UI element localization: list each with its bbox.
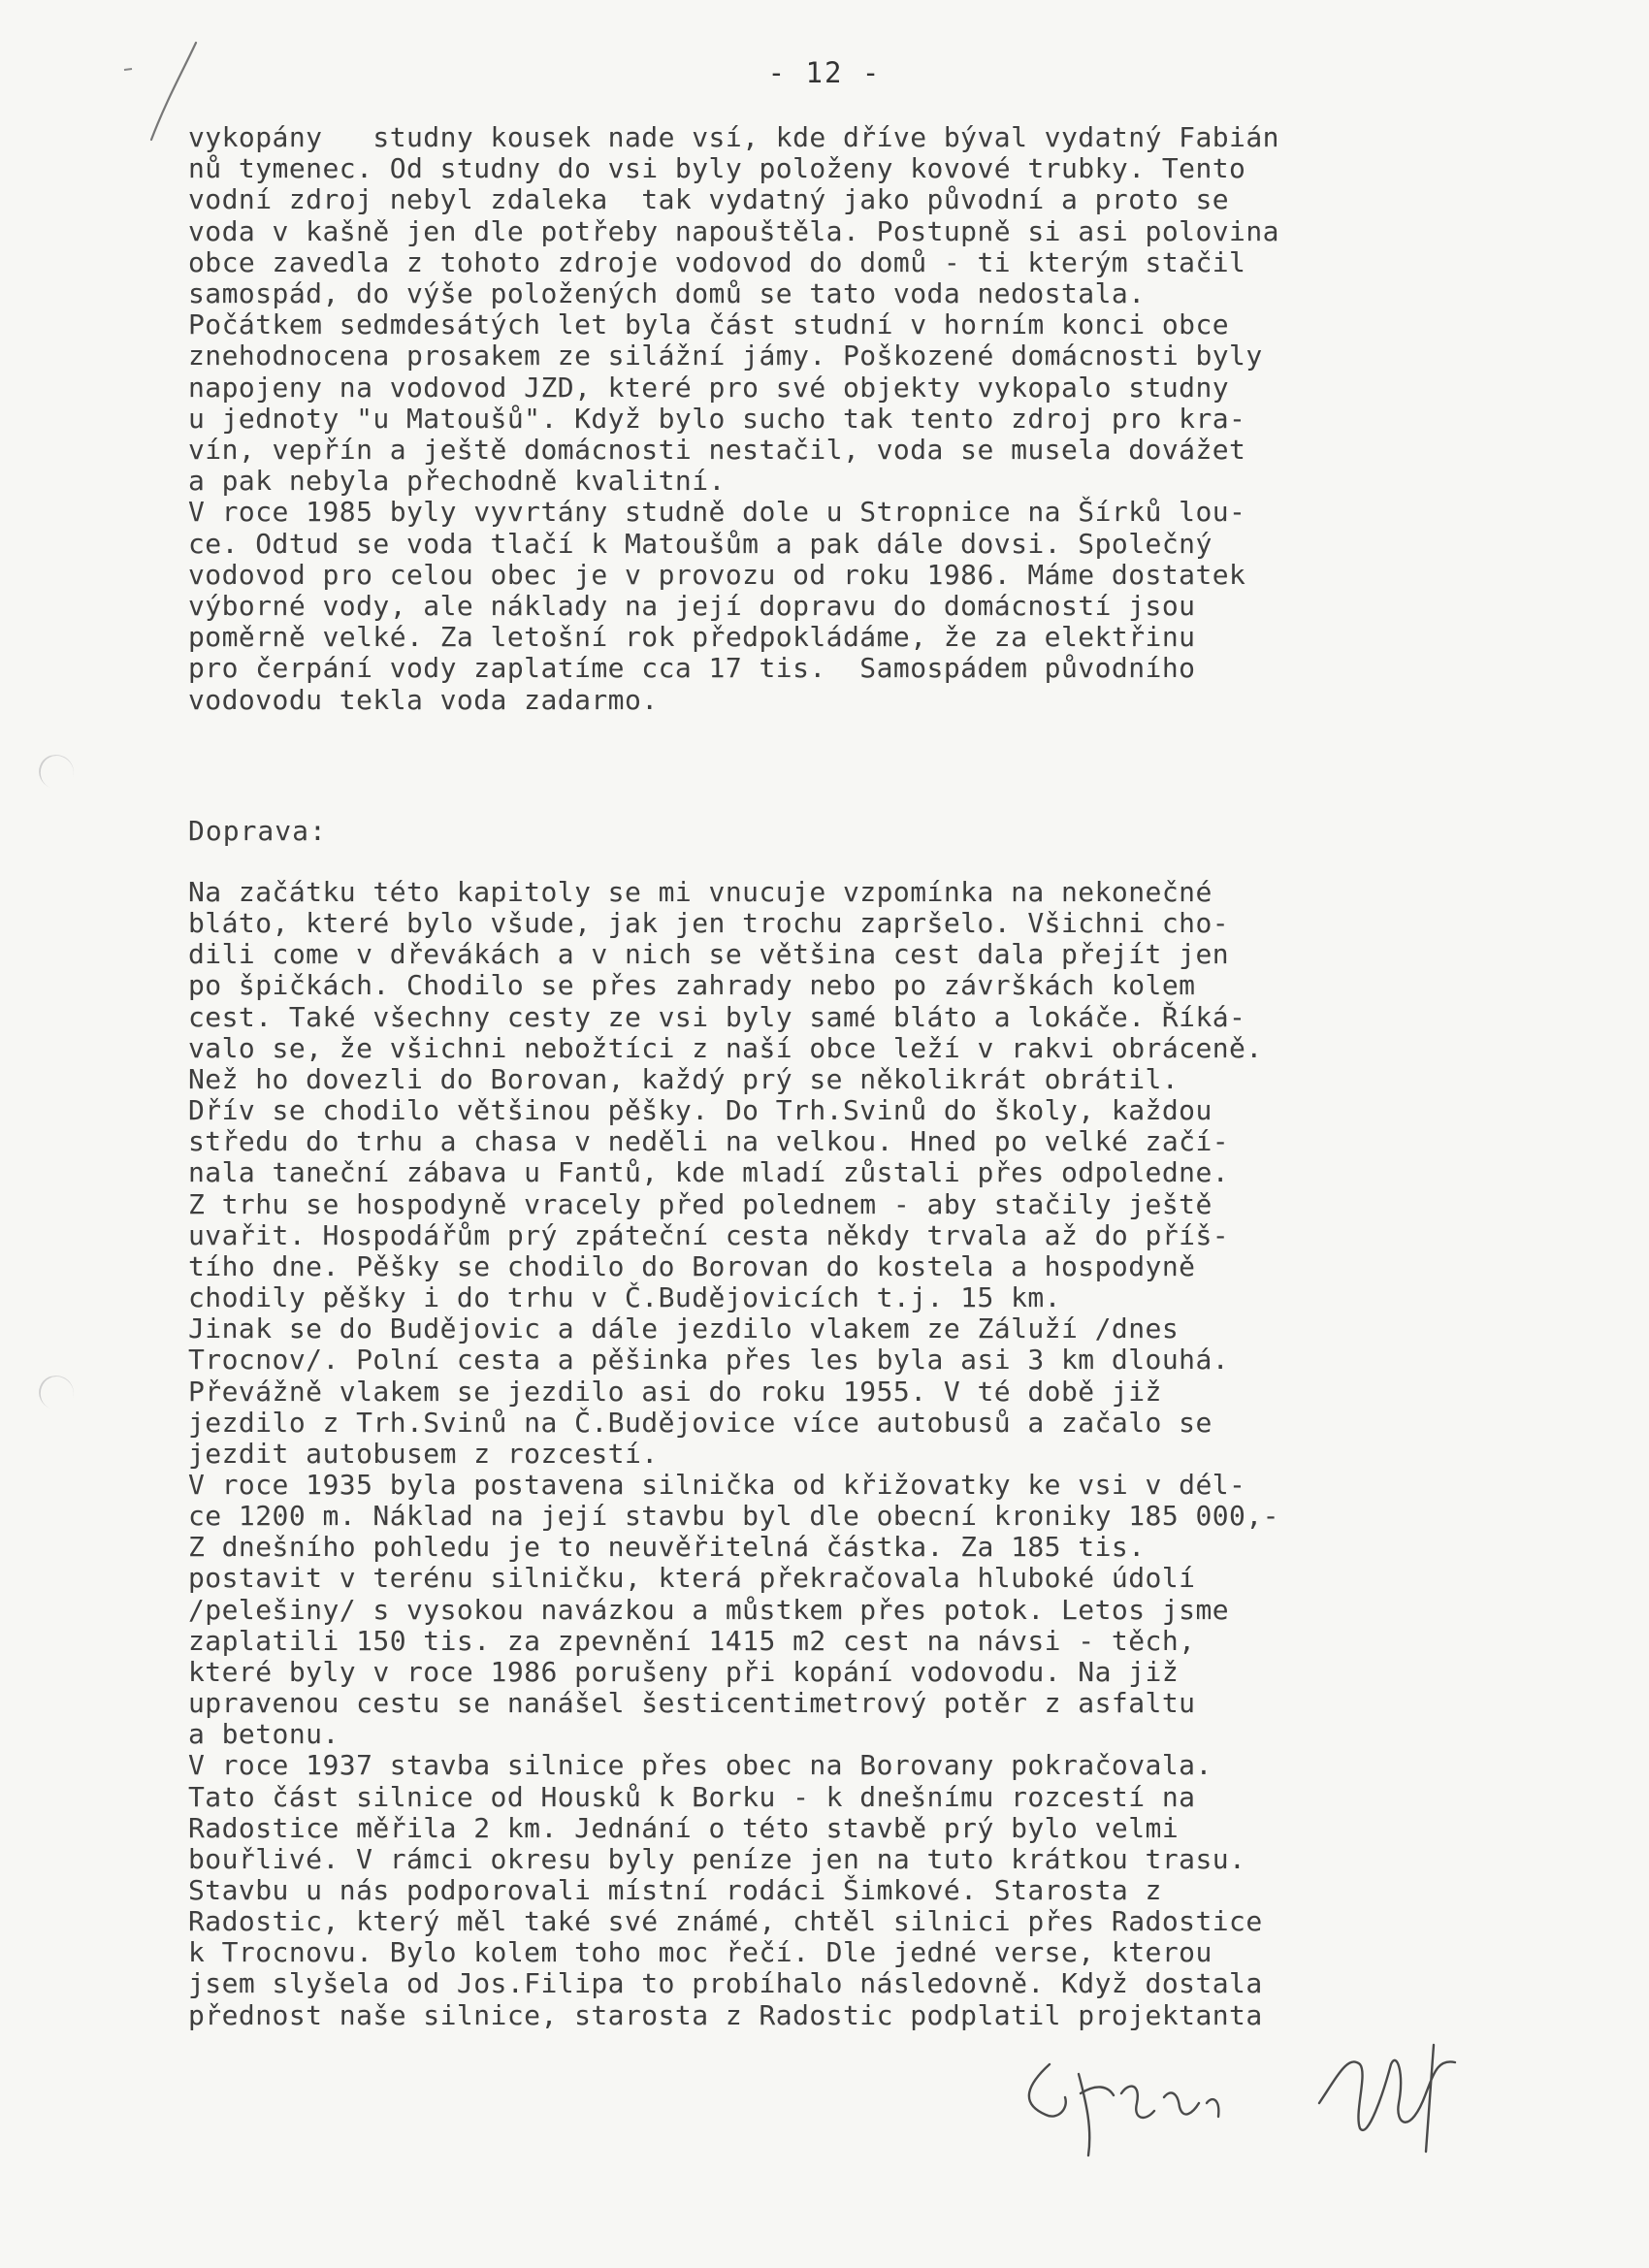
text-line: nů tymenec. Od studny do vsi byly položeny kovové trubky. Tento (188, 152, 1246, 185)
text-line: a pak nebyla přechodně kvalitní. (188, 465, 726, 498)
text-line: tího dne. Pěšky se chodilo do Borovan do kostela a hospodyně (188, 1249, 1196, 1282)
text-line: Stavbu u nás podporovali místní rodáci Šimkové. Starosta z (188, 1874, 1162, 1906)
text-line: Než ho dovezli do Borovan, každý prý se několikrát obrátil. (188, 1062, 1180, 1095)
text-line: samospád, do výše položených domů se tato voda nedostala. (188, 277, 1146, 310)
section-heading-doprava: Doprava: (188, 815, 327, 847)
text-line: jezdilo z Trh.Svinů na Č.Budějovice více autobusů a začalo se (188, 1406, 1212, 1439)
text-line: Počátkem sedmdesátých let byla část studní v horním konci obce (188, 308, 1230, 341)
water-supply-text (188, 122, 1449, 716)
punch-hole-mark (34, 750, 79, 794)
text-line: V roce 1937 stavba silnice přes obec na Borovany pokračovala. (188, 1749, 1212, 1782)
text-line: V roce 1935 byla postavena silnička od křižovatky ke vsi v dél- (188, 1468, 1246, 1501)
text-line: u jednoty "u Matoušů". Když bylo sucho tak tento zdroj pro kra- (188, 402, 1246, 435)
text-line: vykopány studny kousek nade vsí, kde dříve býval vydatný Fabián (188, 121, 1279, 153)
text-line: vodní zdroj nebyl zdaleka tak vydatný jako původní a proto se (188, 183, 1230, 216)
text-line: dili come v dřevákách a v nich se většina cest dala přejít jen (188, 938, 1230, 971)
text-line: nala taneční zábava u Fantů, kde mladí zůstali přes odpoledne. (188, 1156, 1230, 1189)
text-line: Z dnešního pohledu je to neuvěřitelná částka. Za 185 tis. (188, 1531, 1146, 1564)
text-line: valo se, že všichni nebožtíci z naší obce leží v rakvi obráceně. (188, 1031, 1263, 1064)
text-line: V roce 1985 byly vyvrtány studně dole u Stropnice na Šírků lou- (188, 496, 1246, 529)
transport-text (188, 877, 1449, 2031)
text-line: Tato část silnice od Housků k Borku - k dnešnímu rozcestí na (188, 1780, 1196, 1813)
text-line: k Trocnovu. Bylo kolem toho moc řečí. Dle jedné verse, kterou (188, 1936, 1212, 1969)
text-line: postavit v terénu silničku, která překračovala hluboké údolí (188, 1562, 1196, 1595)
text-line: uvařit. Hospodářům prý zpáteční cesta někdy trvala až do příš- (188, 1218, 1230, 1251)
text-line: Dřív se chodilo většinou pěšky. Do Trh.Svinů do školy, každou (188, 1094, 1212, 1127)
page-number: - 12 - (767, 56, 882, 89)
text-line: zaplatili 150 tis. za zpevnění 1415 m2 cest na návsi - těch, (188, 1624, 1196, 1657)
text-line: upravenou cestu se nanášel šesticentimetrový potěr z asfaltu (188, 1687, 1196, 1720)
text-line: obce zavedla z tohoto zdroje vodovod do domů - ti kterým stačil (188, 245, 1246, 278)
text-line: výborné vody, ale náklady na její dopravu do domácností jsou (188, 590, 1196, 623)
text-line: a betonu. (188, 1718, 340, 1751)
text-line: vodovod pro celou obec je v provozu od roku 1986. Máme dostatek (188, 558, 1246, 591)
text-line: Jinak se do Budějovic a dále jezdilo vlakem ze Záluží /dnes (188, 1312, 1180, 1345)
text-line: ce. Odtud se voda tlačí k Matoušům a pak dále dovsi. Společný (188, 527, 1212, 560)
text-line: přednost naše silnice, starosta z Radostic podplatil projektanta (188, 1998, 1263, 2031)
text-line: Radostic, který měl také své známé, chtěl silnici přes Radostice (188, 1905, 1263, 1938)
text-line: středu do trhu a chasa v neděli na velkou. Hned po velké začí- (188, 1125, 1230, 1158)
text-line: chodily pěšky i do trhu v Č.Budějovicích t.j. 15 km. (188, 1281, 1061, 1314)
text-line: Převážně vlakem se jezdilo asi do roku 1955. V té době již (188, 1375, 1162, 1408)
text-line: vodovodu tekla voda zadarmo. (188, 683, 659, 716)
text-line: poměrně velké. Za letošní rok předpokládáme, že za elektřinu (188, 621, 1196, 654)
text-line: napojeny na vodovod JZD, které pro své objekty vykopalo studny (188, 371, 1230, 404)
text-line: /pelešiny/ s vysokou navázkou a můstkem přes potok. Letos jsme (188, 1593, 1230, 1626)
text-line: které byly v roce 1986 porušeny při kopání vodovodu. Na již (188, 1655, 1180, 1688)
text-line: bláto, které bylo všude, jak jen trochu zapršelo. Všichni cho- (188, 907, 1230, 940)
text-line: cest. Také všechny cesty ze vsi byly samé bláto a lokáče. Říká- (188, 1000, 1246, 1033)
text-line: bouřlivé. V rámci okresu byly peníze jen na tuto krátkou trasu. (188, 1842, 1246, 1875)
text-line: Radostice měřila 2 km. Jednání o této stavbě prý bylo velmi (188, 1811, 1180, 1844)
punch-hole-mark (34, 1371, 79, 1414)
text-line: jezdit autobusem z rozcestí. (188, 1437, 659, 1470)
text-line: Z trhu se hospodyně vracely před polednem - aby stačily ještě (188, 1187, 1212, 1220)
text-line: po špičkách. Chodilo se přes zahrady nebo po závrškách kolem (188, 969, 1196, 1002)
text-line: vín, vepřín a ještě domácnosti nestačil, voda se musela dovážet (188, 434, 1246, 467)
text-line: ce 1200 m. Náklad na její stavbu byl dle obecní kroniky 185 000,- (188, 1500, 1279, 1533)
text-line: Na začátku této kapitoly se mi vnucuje vzpomínka na nekonečné (188, 876, 1212, 908)
text-line: voda v kašně jen dle potřeby napouštěla. Postupně si asi polovina (188, 214, 1279, 247)
handwritten-signature (999, 2035, 1484, 2161)
text-line: jsem slyšela od Jos.Filipa to probíhalo následovně. Když dostala (188, 1967, 1263, 2000)
text-line: znehodnocena prosakem ze silážní jámy. Poškozené domácnosti byly (188, 340, 1263, 373)
text-line: Trocnov/. Polní cesta a pěšinka přes les byla asi 3 km dlouhá. (188, 1344, 1230, 1377)
text-line: pro čerpání vody zaplatíme cca 17 tis. Samospádem původního (188, 652, 1196, 685)
